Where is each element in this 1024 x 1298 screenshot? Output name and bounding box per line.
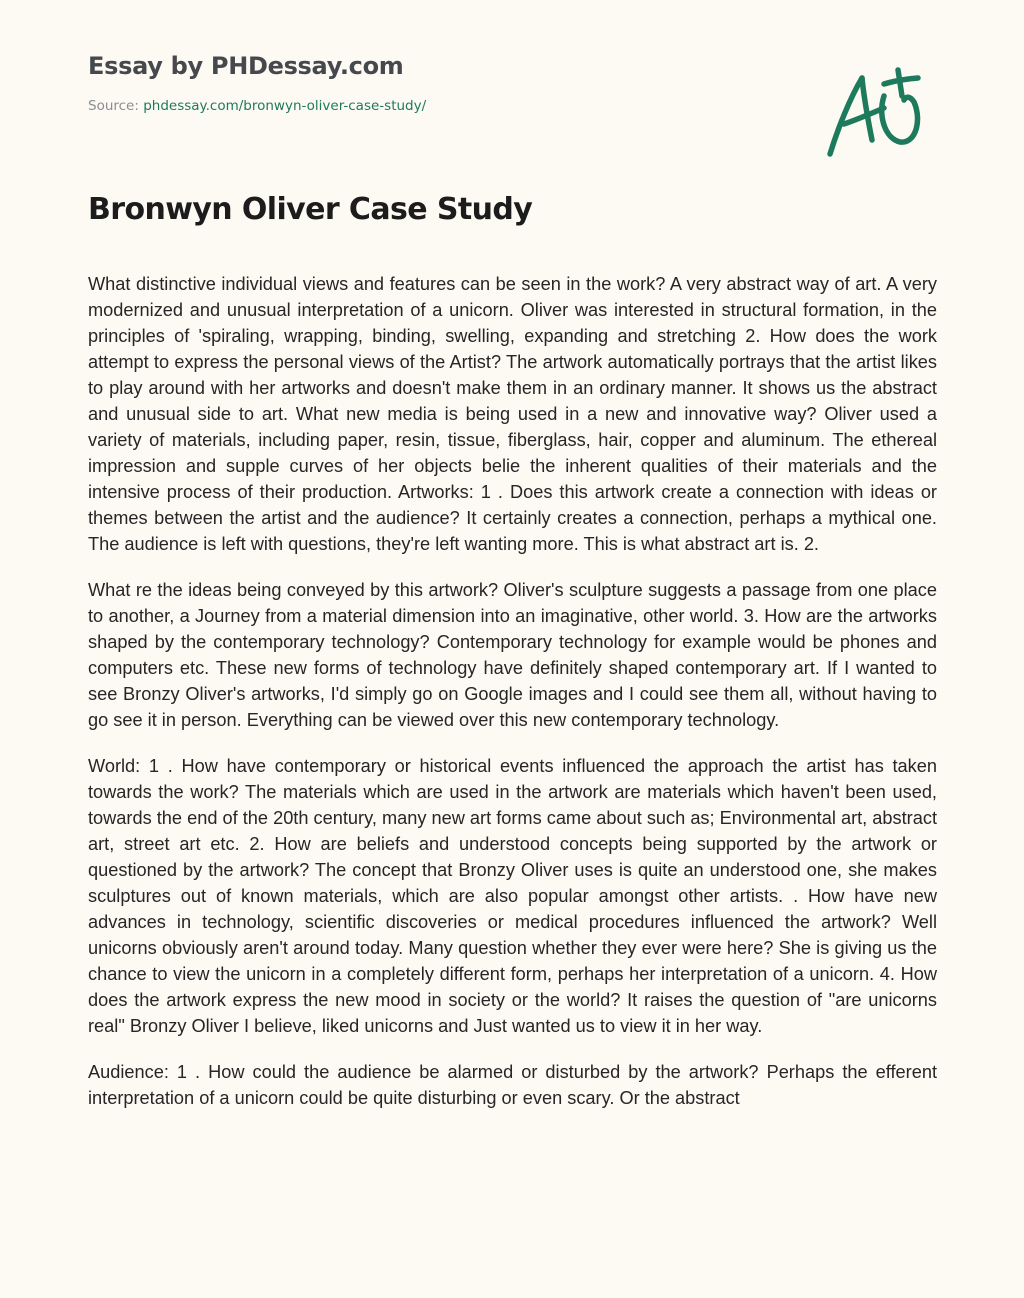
source-label: Source: [88, 98, 144, 114]
page-header [88, 48, 948, 115]
a-plus-grade-icon [822, 62, 932, 162]
paragraph: What distinctive individual views and features can be seen in the work? A very abstract way of art. A very modernized and unusual interpretation of a unicorn. Oliver was interested in structural formation, in the principles of 'spiraling, wrapping, binding, swelling, expanding and stretching 2. How does the work attempt to express the personal views of the Artist? The artwork automatically portrays that the artist likes to play around with her artworks and doesn't make them in an ordinary manner. It shows us the abstract and unusual side to art. What new media is being used in a new and innovative way? Oliver used a variety of materials, including paper, resin, tissue, fiberglass, hair, copper and aluminum. The ethereal impression and supple curves of her objects belie the inherent qualities of their materials and the intensive process of their production. Artworks: 1 . Does this artwork create a connection with ideas or themes between the artist and the audience? It certainly creates a connection, perhaps a mythical one. The audience is left with questions, they're left wanting more. This is what abstract art is. 2. [88, 274, 937, 554]
paragraph: World: 1 . How have contemporary or historical events influenced the approach the artist has taken towards the work? The materials which are used in the artwork are materials which haven't been used, towards the end of the 20th century, many new art forms came about such as; Environmental art, abstract art, street art etc. 2. How are beliefs and understood concepts being supported by the artwork or questioned by the artwork? The concept that Bronzy Oliver uses is quite an understood one, she makes sculptures out of known materials, which are also popular amongst other artists. . How have new advances in technology, scientific discoveries or medical procedures influenced the artwork? Well unicorns obviously aren't around today. Many question whether they ever were here? She is giving us the chance to view the unicorn in a completely different form, perhaps her interpretation of a unicorn. 4. How does the artwork express the new mood in society or the world? It raises the question of "are unicorns real" Bronzy Oliver I believe, liked unicorns and Just wanted us to view it in her way. [88, 756, 937, 1036]
paragraph: What re the ideas being conveyed by this artwork? Oliver's sculpture suggests a passage from one place to another, a Journey from a material dimension into an imaginative, other world. 3. How are the artworks shaped by the contemporary technology? Contemporary technology for example would be phones and computers etc. These new forms of technology have definitely shaped contemporary art. If I wanted to see Bronzy Oliver's artworks, I'd simply go on Google images and I could see them all, without having to go see it in person. Everything can be viewed over this new contemporary technology. [88, 580, 937, 730]
document-body [88, 271, 937, 1131]
site-title: Essay by PHDessay.com [88, 52, 404, 80]
source-link[interactable]: phdessay.com/bronwyn-oliver-case-study/ [143, 98, 427, 114]
source-line [88, 97, 948, 115]
paragraph: Audience: 1 . How could the audience be alarmed or disturbed by the artwork? Perhaps the efferent interpretation of a unicorn could be quite disturbing or even scary. Or the abstract [88, 1062, 937, 1108]
document-title: Bronwyn Oliver Case Study [88, 192, 533, 227]
